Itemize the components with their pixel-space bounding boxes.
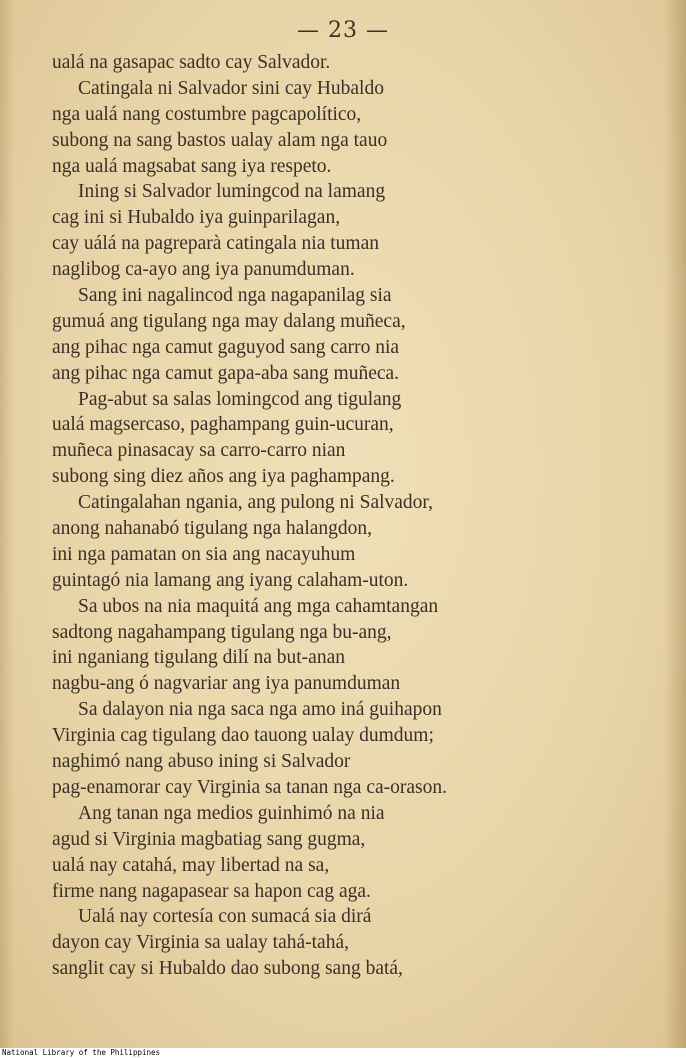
text-line: sanglit cay si Hubaldo dao subong sang batá, — [52, 958, 403, 980]
text-line: Sang ini nagalincod nga nagapanilag sia — [78, 285, 392, 307]
body-text — [52, 50, 572, 982]
text-line: naglibog ca-ayo ang iya panumduman. — [52, 259, 355, 281]
text-line: subong sing diez años ang iya paghampang. — [52, 466, 395, 488]
text-line: ualá nay catahá, may libertad na sa, — [52, 854, 330, 876]
text-line: ualá magsercaso, paghampang guin-ucuran, — [52, 414, 394, 436]
page-edge-shadow-left — [0, 0, 14, 1048]
text-line: anong nahanabó tigulang nga halangdon, — [52, 518, 373, 540]
text-line: agud si Virginia magbatiag sang gugma, — [52, 828, 366, 850]
text-line: nga ualá magsabat sang iya respeto. — [52, 155, 332, 177]
text-line: nagbu-ang ó nagvariar ang iya panumduman — [52, 673, 401, 695]
text-line: Ining si Salvador lumingcod na lamang — [78, 181, 386, 203]
text-line: ang pihac nga camut gaguyod sang carro nia — [52, 336, 400, 358]
text-line: ualá na gasapac sadto cay Salvador. — [52, 52, 331, 73]
text-line: firme nang nagapasear sa hapon cag aga. — [52, 880, 371, 902]
text-line: Catingalahan ngania, ang pulong ni Salvador, — [78, 492, 434, 514]
text-line: Ualá nay cortesía con sumacá sia dirá — [78, 906, 372, 928]
text-line: ini nga pamatan on sia ang nacayuhum — [52, 543, 356, 565]
text-line: dayon cay Virginia sa ualay tahá-tahá, — [52, 932, 349, 954]
text-line: cag ini si Hubaldo iya guinparilagan, — [52, 207, 341, 229]
text-line: Sa dalayon nia nga saca nga amo iná guihapon — [78, 699, 442, 721]
text-line: Catingala ni Salvador sini cay Hubaldo — [78, 77, 384, 99]
text-line: sadtong nagahampang tigulang nga bu-ang, — [52, 621, 392, 643]
text-line: ini nganiang tigulang dilí na but-anan — [52, 647, 345, 669]
text-line: gumuá ang tigulang nga may dalang muñeca, — [52, 310, 406, 332]
text-line: Ang tanan nga medios guinhimó na nia — [78, 802, 385, 824]
text-line: muñeca pinasacay sa carro-carro nian — [52, 440, 346, 462]
text-line: subong na sang bastos ualay alam nga tauo — [52, 129, 388, 151]
text-line: Virginia cag tigulang dao tauong ualay dumdum; — [52, 725, 434, 747]
text-line: naghimó nang abuso ining si Salvador — [52, 751, 351, 773]
text-line: Sa ubos na nia maquitá ang mga cahamtangan — [78, 595, 439, 617]
text-line: nga ualá nang costumbre pagcapolítico, — [52, 103, 362, 125]
page-number: — 23 — — [297, 18, 389, 43]
text-line: Pag-abut sa salas lomingcod ang tigulang — [78, 388, 402, 410]
text-line: guintagó nia lamang ang iyang calaham-uton. — [52, 569, 409, 591]
text-line: cay uálá na pagreparà catingala nia tuman — [52, 233, 379, 255]
footer-credit: National Library of the Philippines — [2, 1048, 161, 1057]
text-line: pag-enamorar cay Virginia sa tanan nga ca-orason. — [52, 776, 447, 798]
page-edge-shadow-right — [664, 0, 686, 1048]
text-line: ang pihac nga camut gapa-aba sang muñeca. — [52, 362, 400, 384]
